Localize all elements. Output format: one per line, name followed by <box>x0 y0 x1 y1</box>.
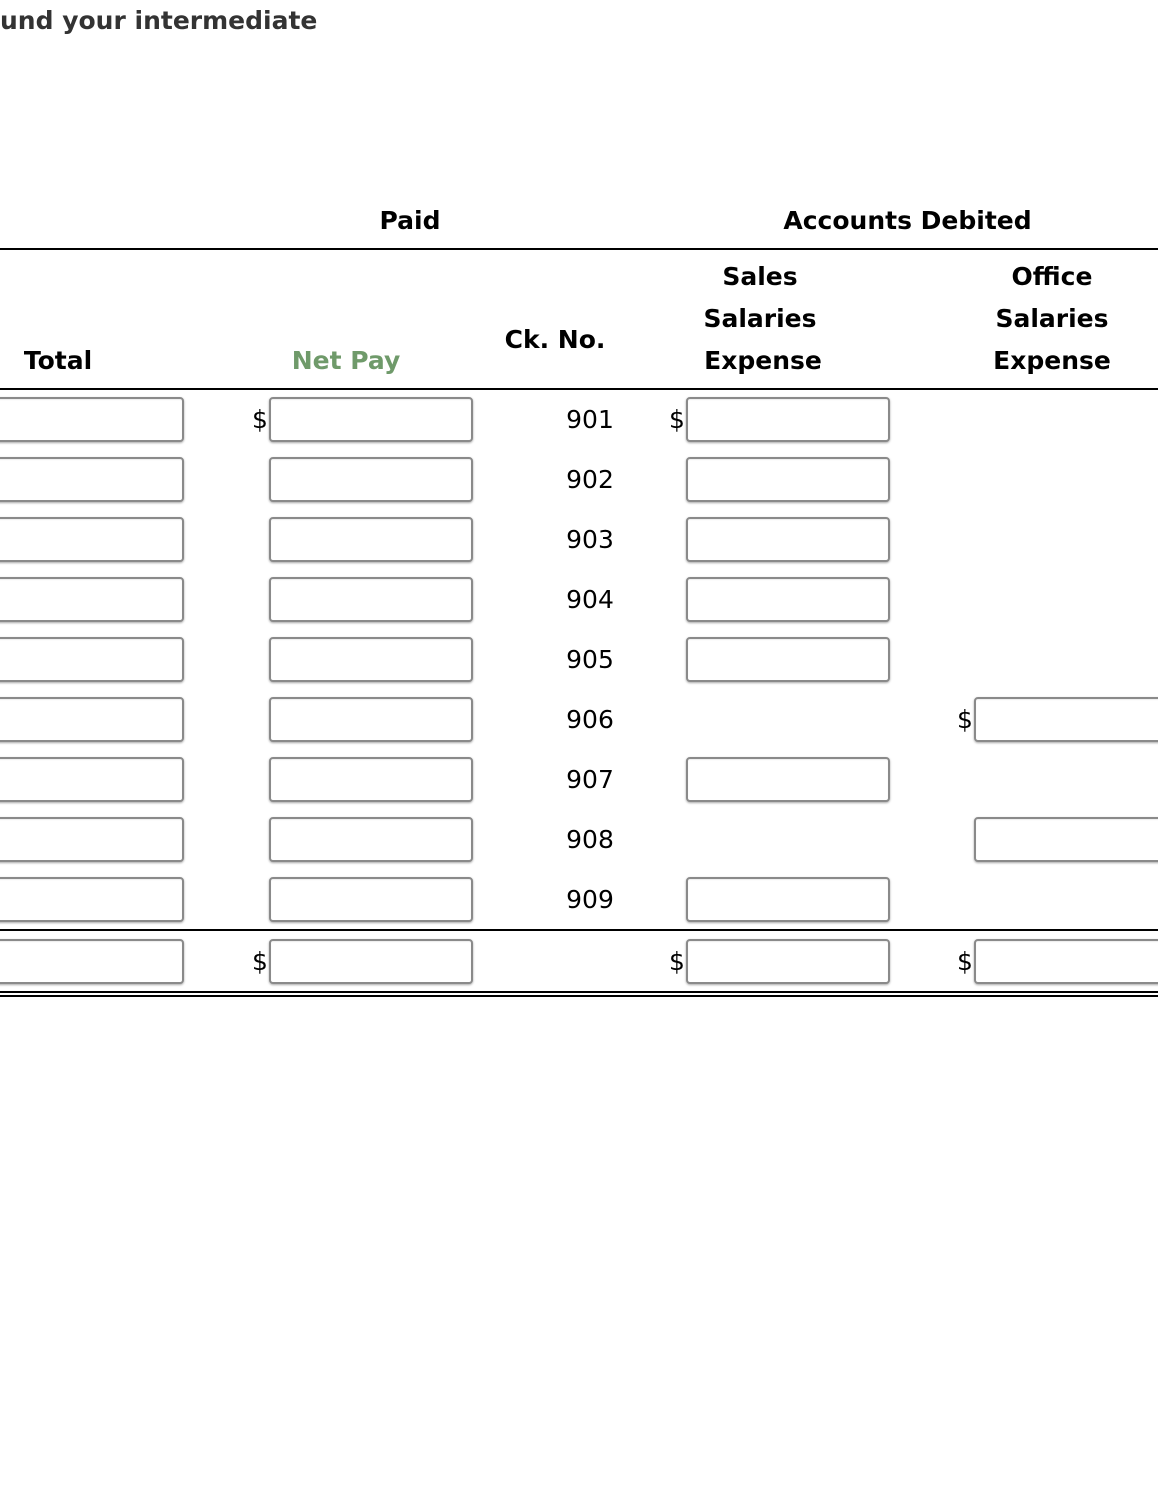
total-input-902[interactable] <box>0 457 184 502</box>
check-number-909: 909 <box>566 885 614 914</box>
sales-salaries-total-input[interactable] <box>686 939 890 984</box>
net-pay-input-909[interactable] <box>269 877 473 922</box>
check-number-902: 902 <box>566 465 614 494</box>
check-number-903: 903 <box>566 525 614 554</box>
sales-salaries-input-909[interactable] <box>686 877 890 922</box>
sales-salaries-input-905[interactable] <box>686 637 890 682</box>
office-salaries-input-906[interactable] <box>974 697 1158 742</box>
header-sales-line-3: Expense <box>704 346 822 375</box>
sales-salaries-input-903[interactable] <box>686 517 890 562</box>
net-pay-input-906[interactable] <box>269 697 473 742</box>
net-pay-input-903[interactable] <box>269 517 473 562</box>
header-sales-line-2: Salaries <box>703 304 817 333</box>
sales-salaries-input-907[interactable] <box>686 757 890 802</box>
instruction-text: und your intermediate <box>0 6 318 35</box>
office-salaries-total-input[interactable] <box>974 939 1158 984</box>
check-number-906: 906 <box>566 705 614 734</box>
check-number-904: 904 <box>566 585 614 614</box>
header-sales-line-1: Sales <box>722 262 798 291</box>
net-pay-input-902[interactable] <box>269 457 473 502</box>
sales-salaries-input-902[interactable] <box>686 457 890 502</box>
sales-salaries-input-904[interactable] <box>686 577 890 622</box>
header-net-pay: Net Pay <box>291 346 401 375</box>
net-pay-input-901[interactable] <box>269 397 473 442</box>
total-input-909[interactable] <box>0 877 184 922</box>
header-ck-no: Ck. No. <box>504 325 606 354</box>
sales-total-dollar: $ <box>669 947 685 976</box>
header-office-line-2: Salaries <box>995 304 1109 333</box>
total-input-906[interactable] <box>0 697 184 742</box>
header-paid: Paid <box>379 206 441 235</box>
total-input-905[interactable] <box>0 637 184 682</box>
header-accounts-debited: Accounts Debited <box>783 206 1032 235</box>
office-salaries-input-908[interactable] <box>974 817 1158 862</box>
totals-double-rule-2 <box>0 995 1158 997</box>
header-total: Total <box>23 346 93 375</box>
header-office-line-3: Expense <box>993 346 1111 375</box>
total-input-907[interactable] <box>0 757 184 802</box>
sales-dollar-901: $ <box>669 405 685 434</box>
office-total-dollar: $ <box>957 947 973 976</box>
net-pay-input-905[interactable] <box>269 637 473 682</box>
totals-double-rule-1 <box>0 991 1158 993</box>
check-number-908: 908 <box>566 825 614 854</box>
check-number-907: 907 <box>566 765 614 794</box>
total-input-904[interactable] <box>0 577 184 622</box>
net-pay-total-dollar: $ <box>252 947 268 976</box>
header-top-rule <box>0 248 1158 250</box>
net-pay-dollar-901: $ <box>252 405 268 434</box>
header-office-line-1: Office <box>1011 262 1093 291</box>
total-input-908[interactable] <box>0 817 184 862</box>
total-input-901[interactable] <box>0 397 184 442</box>
office-dollar-906: $ <box>957 705 973 734</box>
header-bottom-rule <box>0 388 1158 390</box>
sales-salaries-input-901[interactable] <box>686 397 890 442</box>
total-input-903[interactable] <box>0 517 184 562</box>
totals-top-rule <box>0 929 1158 931</box>
total-sum-input[interactable] <box>0 939 184 984</box>
net-pay-total-input[interactable] <box>269 939 473 984</box>
net-pay-input-904[interactable] <box>269 577 473 622</box>
check-number-905: 905 <box>566 645 614 674</box>
net-pay-input-907[interactable] <box>269 757 473 802</box>
check-number-901: 901 <box>566 405 614 434</box>
net-pay-input-908[interactable] <box>269 817 473 862</box>
